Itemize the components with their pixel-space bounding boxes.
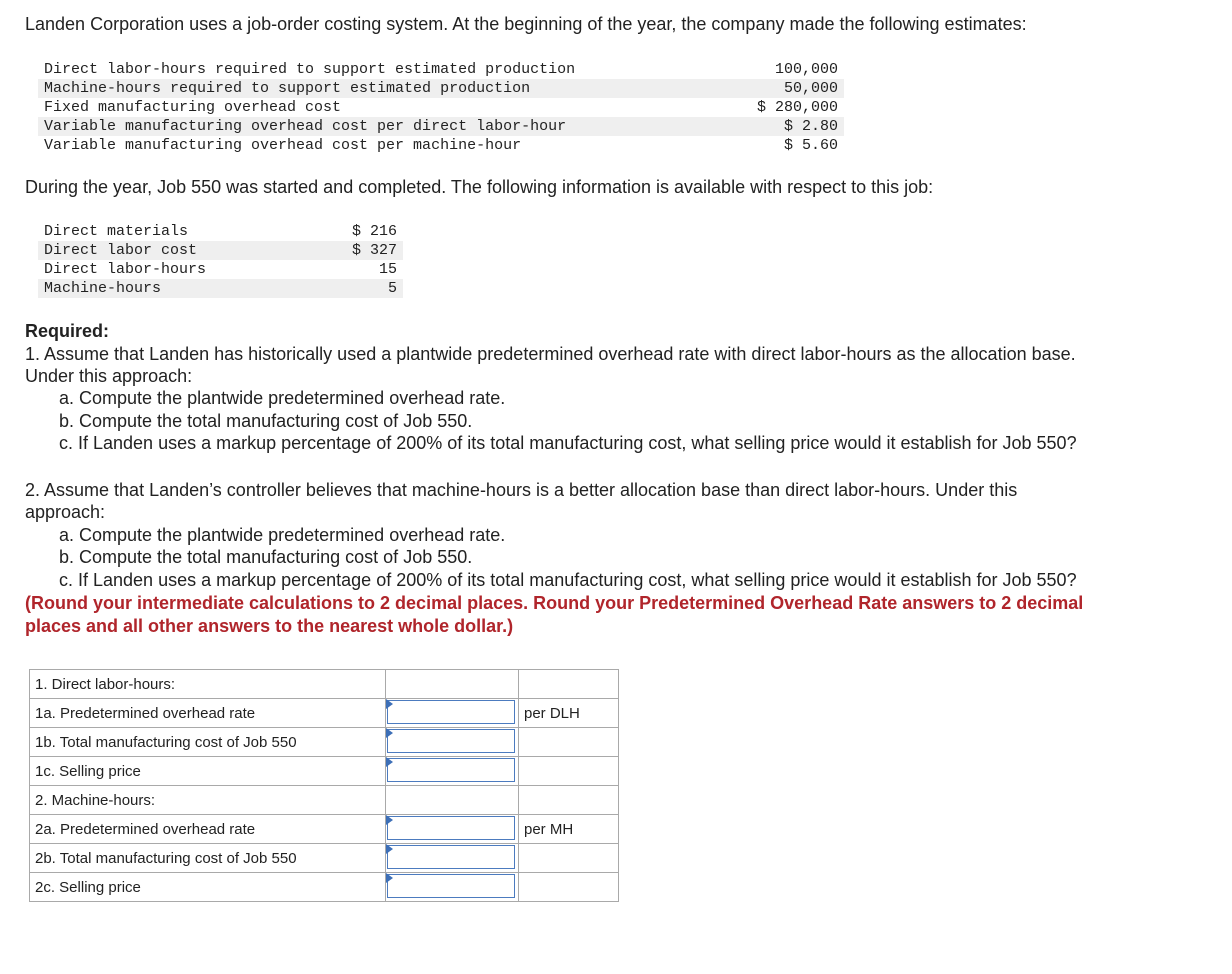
question-2b: b. Compute the total manufacturing cost of Job 550. (59, 547, 473, 567)
required-heading: Required: (25, 321, 110, 341)
table-row (38, 79, 844, 98)
question-1-line2: Under this approach: (25, 366, 193, 386)
flag-icon (386, 699, 393, 709)
job-label: Machine-hours (38, 279, 301, 298)
unit-per-dlh: per DLH (519, 699, 619, 728)
table-row (30, 728, 619, 757)
question-2c: c. If Landen uses a markup percentage of 200% of its total manufacturing cost, what selling price would it establish for Job 550? (59, 570, 1077, 590)
table-row (30, 757, 619, 786)
answer-input-1b[interactable] (387, 729, 515, 753)
answer-label-1a: 1a. Predetermined overhead rate (30, 699, 386, 728)
answer-input-1a[interactable] (387, 700, 515, 724)
table-row (30, 786, 619, 815)
unit-per-mh: per MH (519, 815, 619, 844)
question-1a: a. Compute the plantwide predetermined overhead rate. (59, 388, 506, 408)
table-row (38, 136, 844, 155)
section-label-mh: 2. Machine-hours: (30, 786, 386, 815)
table-row (30, 815, 619, 844)
table-row (30, 670, 619, 699)
job-label: Direct labor-hours (44, 261, 207, 278)
table-row (38, 117, 844, 136)
intro-text: Landen Corporation uses a job-order costing system. At the beginning of the year, the company made the following estimates: (25, 14, 1027, 34)
job-intro-text: During the year, Job 550 was started and completed. The following information is available with respect to this job: (25, 177, 934, 197)
job-value: $ 327 (301, 241, 403, 260)
estimate-value: 50,000 (712, 79, 844, 98)
question-2a: a. Compute the plantwide predetermined overhead rate. (59, 525, 506, 545)
estimate-label: Direct labor-hours required to support estimated production (44, 61, 576, 78)
answer-label-2a: 2a. Predetermined overhead rate (30, 815, 386, 844)
job-label: Direct materials (44, 223, 189, 240)
question-1c: c. If Landen uses a markup percentage of 200% of its total manufacturing cost, what selling price would it establish for Job 550? (59, 433, 1077, 453)
table-row (30, 873, 619, 902)
rounding-note-line2: places and all other answers to the nearest whole dollar.) (25, 616, 514, 636)
table-row (30, 699, 619, 728)
estimate-label: Machine-hours required to support estimated production (38, 79, 712, 98)
table-row (38, 222, 403, 241)
table-row (38, 241, 403, 260)
estimate-value: 100,000 (774, 61, 838, 78)
job-table (38, 222, 403, 298)
table-row (38, 98, 844, 117)
answer-label-2c: 2c. Selling price (30, 873, 386, 902)
flag-icon (386, 757, 393, 767)
estimate-value: $ 2.80 (712, 117, 844, 136)
answer-input-1c[interactable] (387, 758, 515, 782)
answer-label-1b: 1b. Total manufacturing cost of Job 550 (30, 728, 386, 757)
answer-table (29, 669, 619, 902)
estimate-value: $ 280,000 (756, 99, 838, 116)
job-value: $ 216 (351, 223, 397, 240)
job-value: 5 (301, 279, 403, 298)
answer-label-1c: 1c. Selling price (30, 757, 386, 786)
job-value: 15 (378, 261, 397, 278)
answer-input-2b[interactable] (387, 845, 515, 869)
table-row (38, 279, 403, 298)
question-2-line1: 2. Assume that Landen’s controller believes that machine-hours is a better allocation base than direct labor-hours. Under this (25, 480, 1018, 500)
section-label-dlh: 1. Direct labor-hours: (30, 670, 386, 699)
rounding-note-line1: (Round your intermediate calculations to 2 decimal places. Round your Predetermined Overhead Rate answers to 2 decimal (25, 593, 1084, 613)
estimate-value: $ 5.60 (783, 137, 838, 154)
table-row (38, 260, 403, 279)
answer-input-2c[interactable] (387, 874, 515, 898)
flag-icon (386, 873, 393, 883)
question-1-line1: 1. Assume that Landen has historically used a plantwide predetermined overhead rate with direct labor-hours as the allocation base. (25, 344, 1076, 364)
estimate-label: Variable manufacturing overhead cost per machine-hour (44, 137, 522, 154)
flag-icon (386, 815, 393, 825)
table-row (30, 844, 619, 873)
question-2-line2: approach: (25, 502, 106, 522)
flag-icon (386, 728, 393, 738)
answer-label-2b: 2b. Total manufacturing cost of Job 550 (30, 844, 386, 873)
estimate-label: Fixed manufacturing overhead cost (44, 99, 342, 116)
estimate-label: Variable manufacturing overhead cost per direct labor-hour (38, 117, 712, 136)
flag-icon (386, 844, 393, 854)
job-label: Direct labor cost (38, 241, 301, 260)
table-row (38, 60, 844, 79)
answer-input-2a[interactable] (387, 816, 515, 840)
estimates-table (38, 60, 844, 155)
question-1b: b. Compute the total manufacturing cost of Job 550. (59, 411, 473, 431)
